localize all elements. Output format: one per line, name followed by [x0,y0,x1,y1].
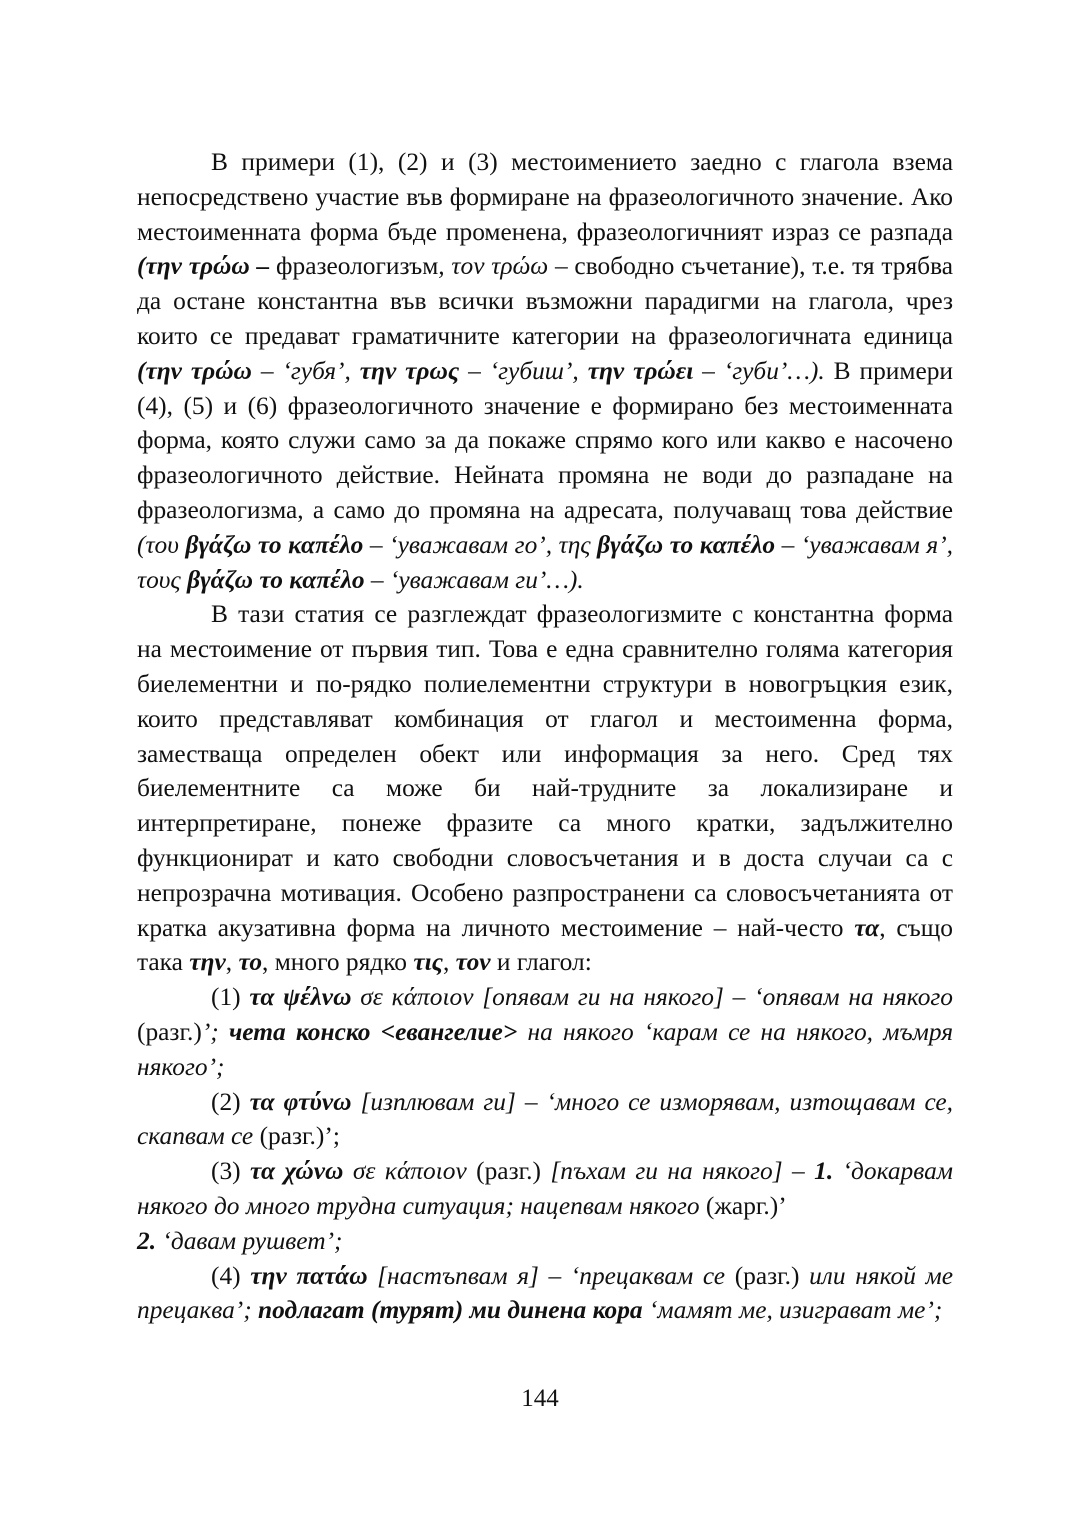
paragraph-2 [137,597,953,980]
greek-word: τον [455,948,491,977]
example-number: (3) [211,1157,251,1186]
greek-phrase: τα χώνω [250,1157,344,1186]
gloss: – ‘уважавам я’, τους [137,530,953,594]
greek-phrase: , τον τρώω – [438,252,568,281]
paragraph-1 [137,145,953,597]
gloss: – ‘уважавам го’, της [363,530,598,559]
gloss: – ‘уважавам ги’…). [364,565,584,594]
greek-phrase: τα φτύνω [249,1087,352,1116]
gloss: ‘докарвам някого до много трудна ситуация; нацепвам някого [137,1157,953,1220]
text-run: свободно съчетание), т.е. тя трябва да остане константна във всички възможни парадигми на глагола, чрез които се предават граматичните категории на фразеологичната единица [137,252,953,350]
greek-phrase: την πατάω [250,1261,368,1290]
gloss: [опявам ги на някого] – ‘опявам на някого [473,983,953,1012]
text-run: фразеологизъм [269,252,439,281]
example-1 [137,980,953,1084]
gloss: – ‘губи’…). [693,356,825,385]
example-3 [137,1154,953,1258]
example-4 [137,1259,953,1329]
example-number: (1) [211,983,250,1012]
greek-word: τα [854,913,880,942]
example-number: (4) [211,1261,251,1290]
gloss: – ‘губиш’, [459,356,588,385]
text-run: , също така [137,913,954,977]
gloss: ‘мамят ме, изиграват ме’; [642,1296,943,1325]
greek-word: την [189,948,226,977]
greek-phrase-light: σε κάποιον [351,983,474,1012]
text-run: В примери (4), (5) и (6) фразеологичното значение е формирано без местоименната форма, която служи само за да покаже спрямо кого или какво е насочено фразеологичното действие. Нейната промяна не води до разпадане на фразеологизма, а само до промяна на адресата, получаващ това действие [137,356,953,524]
greek-phrase: (την τρώω [137,356,252,385]
text-run: , [442,948,456,977]
register-label: (разг.)’; [259,1122,340,1151]
bulgarian-equivalent: подлагат (турят) ми динена кора [258,1296,643,1325]
greek-phrase: την τρώει [587,356,694,385]
greek-phrase: βγάζω το καπέλο [185,530,364,559]
greek-phrase: (την τρώω – [137,252,270,281]
greek-phrase: βγάζω το καπέλο [187,565,365,594]
greek-word: τις [413,948,443,977]
page-number: 144 [521,1385,559,1412]
greek-word: το [238,948,263,977]
register-label: (разг.) [476,1157,541,1186]
greek-pronoun: (του [137,530,186,559]
gloss: ‘давам рушвет’; [156,1226,343,1255]
bulgarian-equivalent: чета конско <евангелие> [228,1017,518,1046]
text-run: и глагол: [490,948,592,977]
text-run: В примери (1), (2) и (3) местоимението заедно с глагола взема непосредствено участие във формиране на фразеологичното значение. Ако местоименната форма бъде променена, фразеологичният израз се разпада [137,148,953,246]
text-run: , [225,948,239,977]
greek-phrase: τα ψέλνω [249,983,352,1012]
text-run: , много рядко [262,948,414,977]
gloss: – ‘губя’, [251,356,360,385]
greek-phrase-light: σε κάποιον [343,1157,477,1186]
page-body [137,145,953,1328]
gloss: на някого ‘карам се на някого, мъмря някого’; [137,1017,953,1081]
example-number: (2) [211,1087,250,1116]
gloss: [настъпвам я] – ‘прецаквам се [367,1261,735,1290]
register-label: (разг.) [734,1261,800,1290]
register-label: (жарг.)’ [705,1191,787,1220]
greek-phrase: βγάζω το καπέλο [597,530,776,559]
meaning-number: 2. [137,1226,157,1255]
register-label: (разг.) [137,1017,202,1046]
gloss: [изплювам ги] – ‘много се изморявам, изтощавам се, скапвам се [137,1087,953,1151]
greek-phrase: την τρως [359,356,460,385]
gloss: [пъхам ги на някого] – [540,1157,815,1186]
text-run: В тази статия се разглеждат фразеологизмите с константна форма на местоимение от първия тип. Това е една сравнително голяма категория биелементни и по-рядко полиелементни структури в новогръцкия език, които представляват комбинация от глагол и местоименна форма, заместваща определен обект или информация за него. Сред тях биелементните са може би най-трудните за локализиране и интерпретиране, понеже фразите са много кратки, задължително функционират и като свободни словосъчетания и в доста случаи са с непрозрачна мотивация. Особено разпространени са словосъчетанията от кратка акузативна форма на личното местоимение – най-често [137,600,953,942]
example-2 [137,1085,953,1155]
gloss: ’; [201,1017,229,1046]
gloss: или някой ме прецаква’; [137,1261,953,1325]
meaning-number: 1. [814,1157,834,1186]
